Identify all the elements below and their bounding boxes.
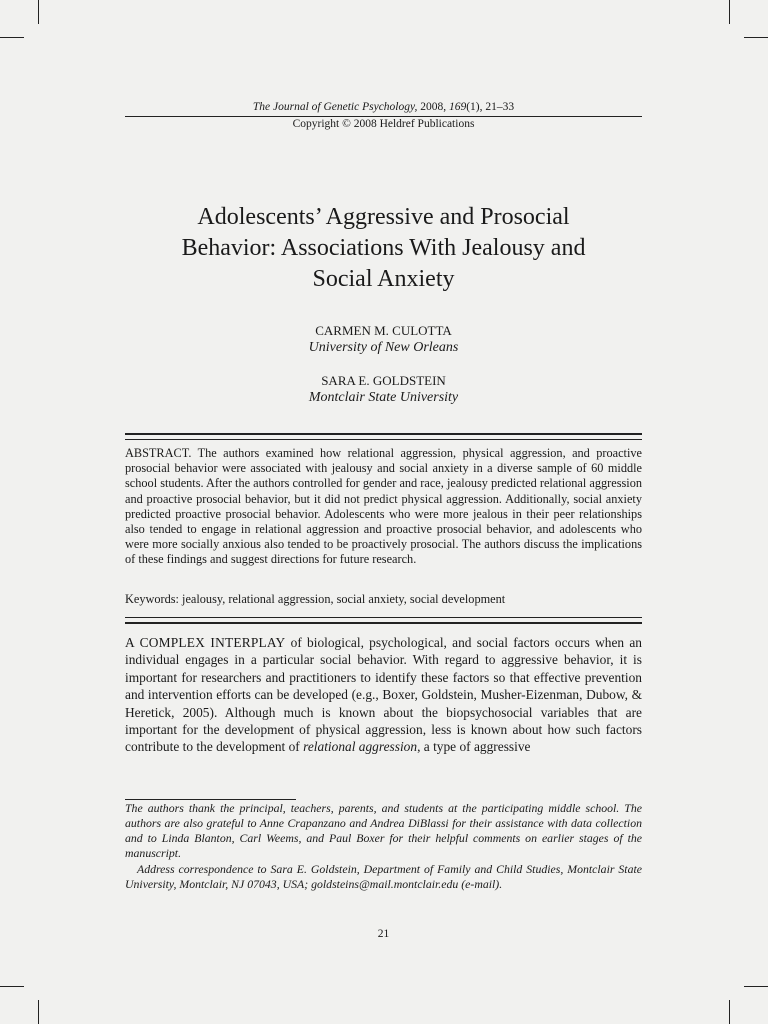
body-lead-in: A COMPLEX INTERPLAY [125, 635, 286, 650]
keywords-line: Keywords: jealousy, relational aggression, social anxiety, social development [125, 592, 506, 606]
body-paragraph [125, 634, 642, 756]
article-title [125, 202, 642, 295]
crop-mark-bottom-left-v [38, 1000, 39, 1024]
body-emphasis: relational aggression [303, 739, 418, 755]
crop-mark-top-left-v [38, 0, 39, 24]
crop-mark-bottom-left-h [0, 986, 24, 987]
journal-name: The Journal of Genetic Psychology, [252, 101, 418, 113]
abstract-text: ABSTRACT. The authors examined how relational aggression, physical aggression, and proactive prosocial behavior were associated with jealousy and social anxiety in a diverse sample of 60 middle school students. After the authors controlled for gender and race, jealousy predicted relational aggression and proactive prosocial behavior, but it did not predict physical aggression. Additionally, social anxiety predicted proactive prosocial behavior. Adolescents who were more jealous in their peer relationships also tended to engage in relational aggression and proactive prosocial behavior, and adolescents who were more socially anxious also tended to be proactively prosocial. The authors discuss the implications of these findings and suggest directions for future research. [125, 446, 642, 567]
footnote-acknowledgment: The authors thank the principal, teachers, parents, and students at the participating middle school. The authors are also grateful to Anne Crapanzano and Andrea DiBlassi for their assistance with data collection and to Linda Blanton, Carl Weems, and Paul Boxer for their helpful comments on earlier stages of the manuscript. [125, 801, 642, 860]
footnote-rule [125, 799, 296, 800]
author-name-2: SARA E. GOLDSTEIN [321, 373, 446, 388]
page-number: 21 [377, 928, 390, 940]
abstract-top-rule-thin [125, 439, 642, 440]
crop-mark-bottom-right-v [729, 1000, 730, 1024]
journal-volume: 169 [448, 101, 467, 113]
journal-year: 2008, [417, 101, 449, 113]
title-line-2: Behavior: Associations With Jealousy and [181, 235, 586, 261]
footnote-correspondence: Address correspondence to Sara E. Goldstein, Department of Family and Child Studies, Montclair State University, Montclair, NJ 07043, USA; goldsteins@mail.montclair.edu (e-mail). [125, 862, 642, 891]
abstract-bottom-rule-thick [125, 622, 642, 624]
body-tail: , a type of aggressive [417, 739, 531, 755]
title-line-1: Adolescents’ Aggressive and Prosocial [197, 204, 570, 230]
journal-citation [125, 100, 642, 114]
crop-mark-top-right-v [729, 0, 730, 24]
author-affiliation-2: Montclair State University [308, 390, 459, 405]
crop-mark-bottom-right-h [744, 986, 768, 987]
crop-mark-top-left-h [0, 37, 24, 38]
abstract-bottom-rule-thin [125, 617, 642, 618]
abstract-top-rule-thick [125, 433, 642, 435]
body-text: of biological, psychological, and social factors occurs when an individual engages in a particular social behavior. With regard to aggressive behavior, it is important for researchers and practitioners to identify these factors so that effective prevention and intervention efforts can be developed (e.g., Boxer, Goldstein, Musher-Eizenman, Dubow, & Heretick, 2005). Although much is known about the biopsychosocial variables that are important for the development of physical aggression, less is known about how such factors contribute to the development of [125, 635, 642, 755]
copyright-line: Copyright © 2008 Heldref Publications [292, 118, 475, 130]
journal-issue-pages: (1), 21–33 [466, 101, 515, 113]
author-affiliation-1: University of New Orleans [308, 340, 459, 355]
author-name-1: CARMEN M. CULOTTA [315, 323, 452, 338]
title-line-3: Social Anxiety [312, 266, 455, 292]
crop-mark-top-right-h [744, 37, 768, 38]
